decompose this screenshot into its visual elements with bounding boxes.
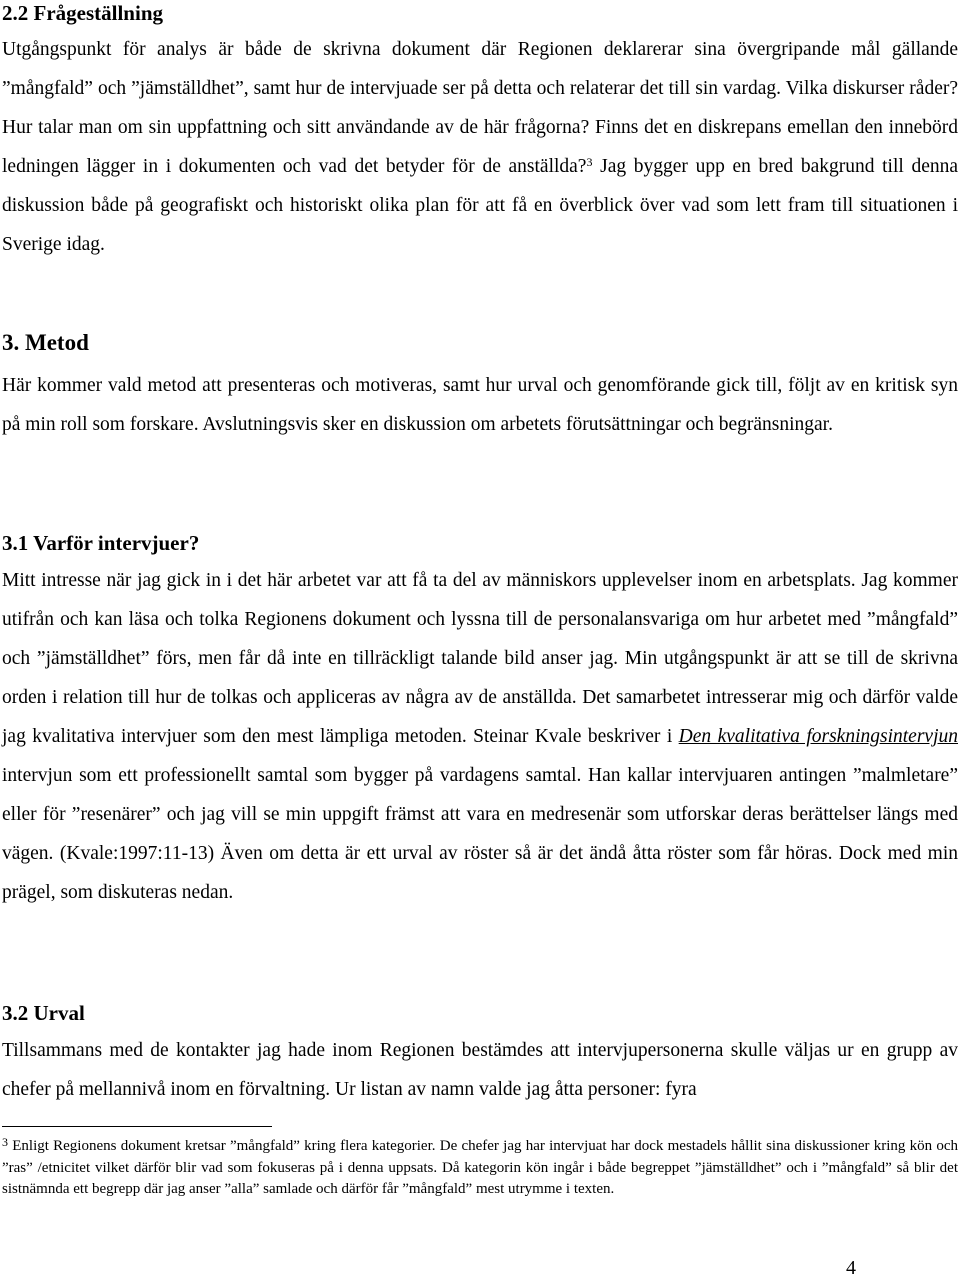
heading-3: 3. Metod xyxy=(2,330,89,355)
paragraph-3-1-part-b: intervjun som ett professionellt samtal som bygger på vardagens samtal. Han kallar intervjuaren antingen ”malmletare” eller för ”resenärer” och jag vill se min uppgift främst att vara en medresenär som utforskar deras berättelser längs med vägen. (Kvale:1997:11-13) Även om detta är ett urval av röster så är det ändå åtta röster som får höras. Dock med min prägel, som diskuteras nedan. xyxy=(2,765,958,903)
paragraph-2-2 xyxy=(2,30,958,264)
book-title: Den kvalitativa forskningsintervjun xyxy=(678,726,958,747)
footnote xyxy=(2,1136,958,1201)
paragraph-2-2-part-b: Jag bygger upp en bred bakgrund till denna diskussion både på geografiskt och historiskt olika plan för att få en överblick över vad som lett fram till situationen i Sverige idag. xyxy=(2,156,958,255)
paragraph-2-2-part-a: Utgångspunkt för analys är både de skrivna dokument där Regionen deklarerar sina övergripande mål gällande ”mångfald” och ”jämställdhet”, samt hur de intervjuade ser på detta och relaterar det till sin vardag. Vilka diskurser råder? Hur talar man om sin uppfattning och sitt användande av de här frågorna? Finns det en diskrepans emellan den innebörd ledningen lägger in i dokumenten och vad det betyder för de anställda? xyxy=(2,39,958,177)
paragraph-3-1 xyxy=(2,561,958,912)
page-number: 4 xyxy=(846,1257,856,1279)
footnote-separator xyxy=(2,1126,272,1127)
footnote-ref-3: 3 xyxy=(586,155,593,169)
heading-3-2: 3.2 Urval xyxy=(2,1001,85,1025)
paragraph-3-2: Tillsammans med de kontakter jag hade inom Regionen bestämdes att intervjupersonerna skulle väljas ur en grupp av chefer på mellannivå inom en förvaltning. Ur listan av namn valde jag åtta personer: fyra xyxy=(2,1040,958,1100)
footnote-text: Enligt Regionens dokument kretsar ”mångfald” kring flera kategorier. De chefer jag har intervjuat har dock mestadels hållit sina diskussioner kring kön och ”ras” /etnicitet vilket därför blir vad som fokuseras på i denna uppsats. Då kategorin kön ingår i både begreppet ”jämställdhet” och i ”mångfald” så blir det sistnämnda ett begrepp där jag anser ”alla” samlade och därför får ”mångfald” mest utrymme i texten. xyxy=(2,1138,958,1197)
heading-3-1: 3.1 Varför intervjuer? xyxy=(2,531,200,555)
footnote-mark: 3 xyxy=(2,1135,8,1149)
heading-2-2: 2.2 Frågeställning xyxy=(2,1,163,25)
paragraph-3: Här kommer vald metod att presenteras och motiveras, samt hur urval och genomförande gick till, följt av en kritisk syn på min roll som forskare. Avslutningsvis sker en diskussion om arbetets förutsättningar och begränsningar. xyxy=(2,375,958,435)
paragraph-3-1-part-a: Mitt intresse när jag gick in i det här arbetet var att få ta del av människors upplevelser inom en arbetsplats. Jag kommer utifrån och kan läsa och tolka Regionens dokument och lyssna till de personalansvariga om hur arbetet med ”mångfald” och ”jämställdhet” förs, men får då inte en tillräckligt talande bild anser jag. Min utgångspunkt är att se till de skrivna orden i relation till hur de tolkas och appliceras av några av de anställda. Det samarbetet intresserar mig och därför valde jag kvalitativa intervjuer som den mest lämpliga metoden. Steinar Kvale beskriver i xyxy=(2,570,958,747)
